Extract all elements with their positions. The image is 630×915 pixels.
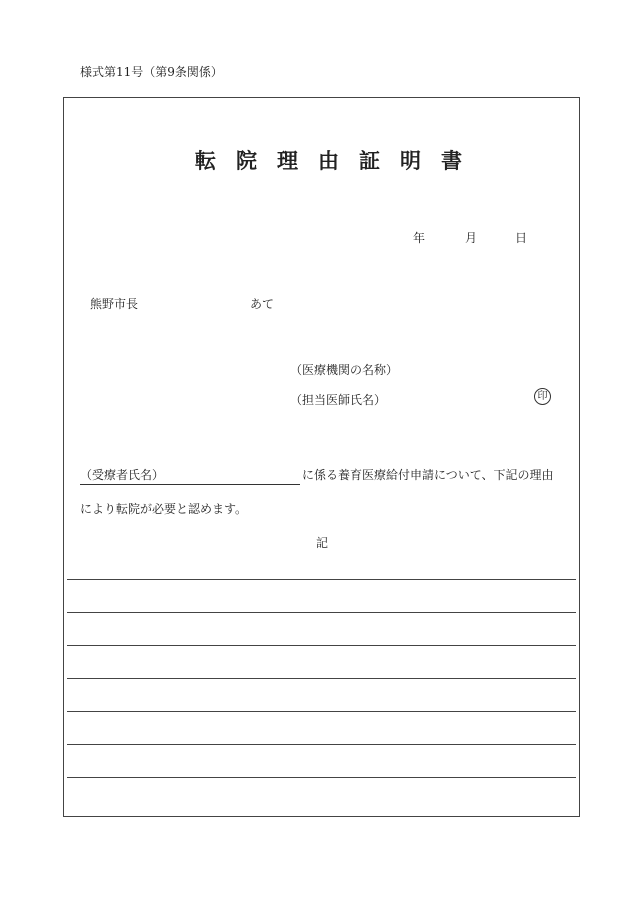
patient-name-field: （受療者氏名）: [80, 466, 300, 485]
seal-mark: 印: [534, 388, 551, 405]
date-month-label: 月: [465, 231, 478, 245]
body-text-line-2: により転院が必要と認めます。: [80, 502, 248, 516]
reason-line: [67, 777, 576, 778]
reason-line: [67, 744, 576, 745]
body-text-line-1: に係る養育医療給付申請について、下記の理由: [302, 468, 554, 482]
institution-label: （医療機関の名称）: [290, 363, 399, 377]
reason-line: [67, 678, 576, 679]
ki-heading: 記: [316, 536, 329, 550]
doctor-label: （担当医師氏名）: [290, 393, 387, 407]
form-frame: [63, 97, 580, 817]
document-title: 転院理由証明書: [195, 148, 482, 173]
reason-line: [67, 645, 576, 646]
date-year-label: 年: [413, 231, 426, 245]
addressee: 熊野市長: [90, 297, 139, 311]
addressee-suffix: あて: [250, 297, 275, 311]
form-number: 様式第11号（第9条関係）: [80, 65, 223, 79]
reason-line: [67, 612, 576, 613]
reason-line: [67, 711, 576, 712]
date-day-label: 日: [515, 231, 528, 245]
reason-line: [67, 579, 576, 580]
